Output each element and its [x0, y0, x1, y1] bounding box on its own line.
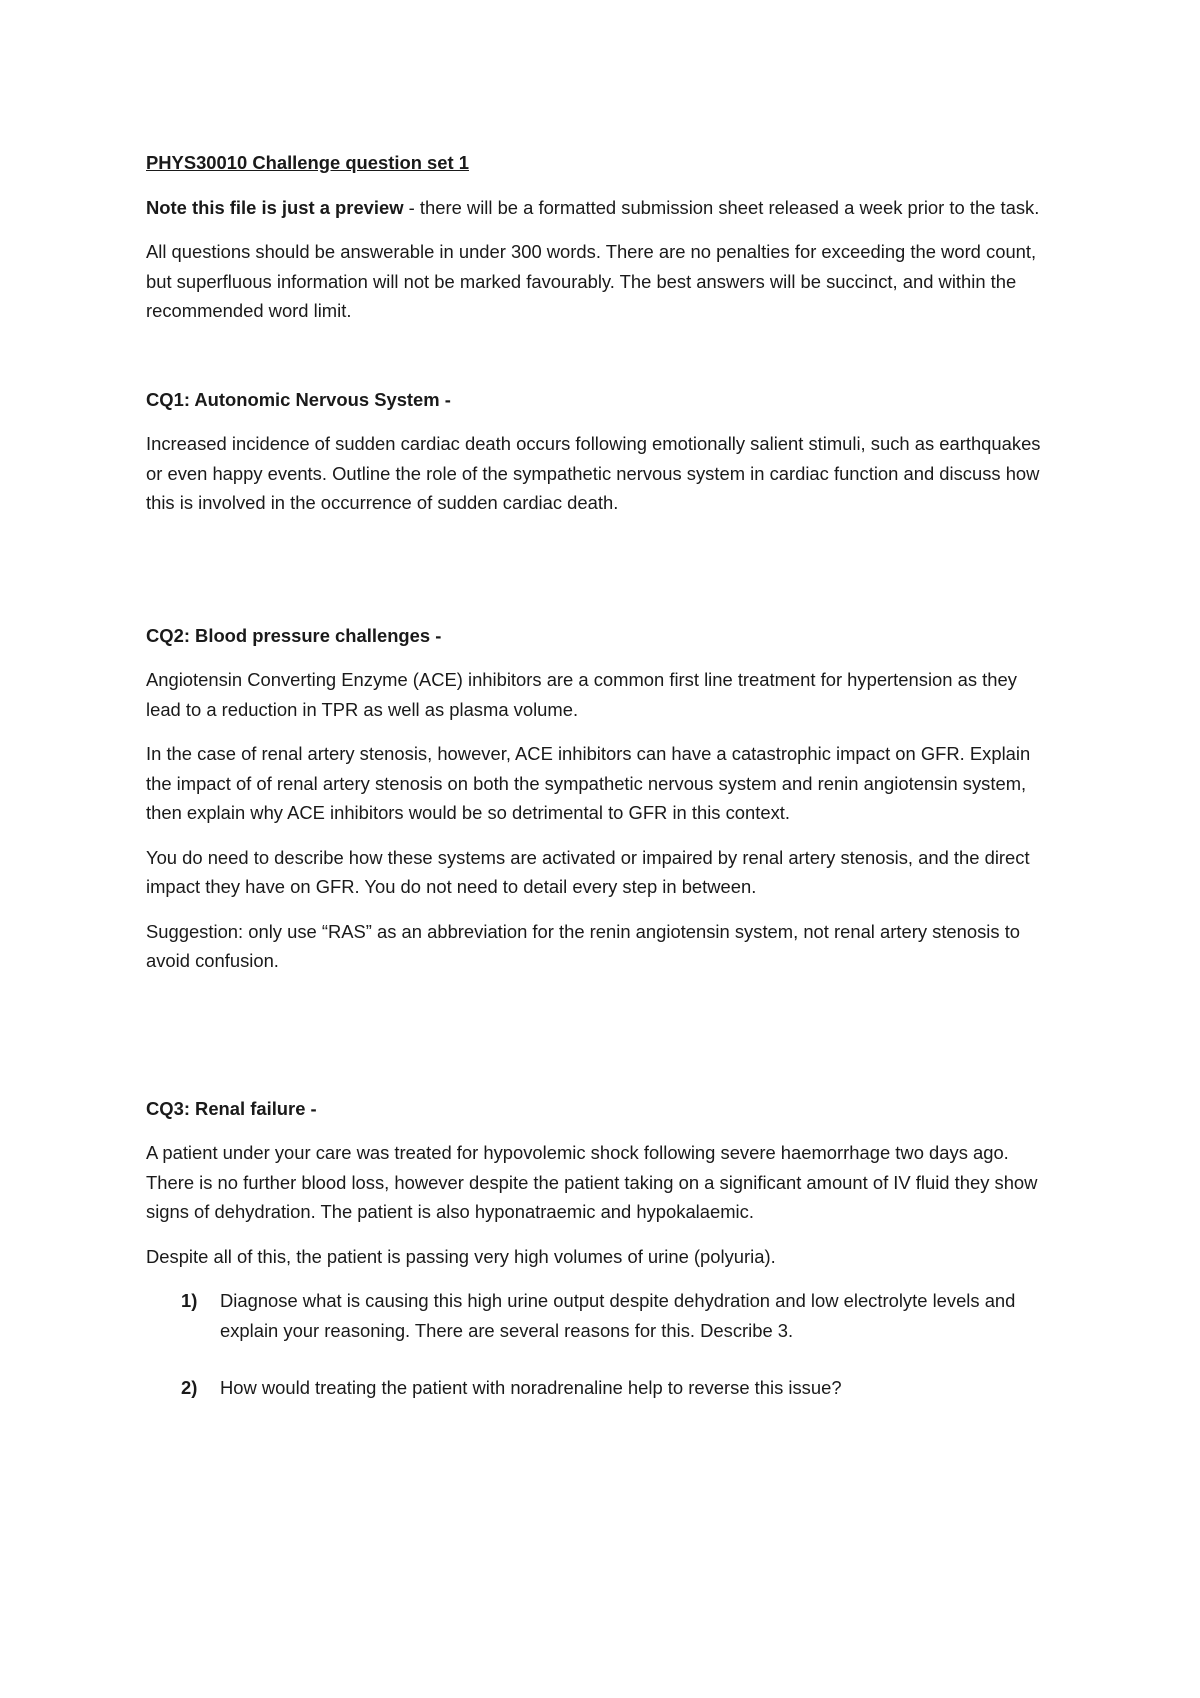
- cq2-paragraph-1: Angiotensin Converting Enzyme (ACE) inhibitors are a common first line treatment for hypertension as they lead to a reduction in TPR as well as plasma volume.: [146, 669, 1017, 720]
- cq1-body: Increased incidence of sudden cardiac death occurs following emotionally salient stimuli, such as earthquakes or even happy events. Outline the role of the sympathetic nervous system in cardiac function and discuss how this is involved in the occurrence of sudden cardiac death.: [146, 433, 1041, 513]
- cq2-paragraph-2: In the case of renal artery stenosis, however, ACE inhibitors can have a catastrophic impact on GFR. Explain the impact of of renal artery stenosis on both the sympathetic nervous system and renin angiotensin system, then explain why ACE inhibitors would be so detrimental to GFR in this context.: [146, 743, 1031, 823]
- document-title: PHYS30010 Challenge question set 1: [146, 152, 469, 173]
- preview-note-bold: Note this file is just a preview: [146, 196, 404, 218]
- cq3-paragraph-1: A patient under your care was treated for hypovolemic shock following severe haemorrhage two days ago. There is no further blood loss, however despite the patient taking on a significant amount of IV fluid they show signs of dehydration. The patient is also hyponatraemic and hypokalaemic.: [146, 1142, 1038, 1222]
- preview-note-rest: - there will be a formatted submission sheet released a week prior to the task.: [403, 196, 1040, 218]
- list-item-number: 2): [181, 1377, 198, 1398]
- cq1-heading: CQ1: Autonomic Nervous System -: [146, 388, 451, 410]
- list-item-text: Diagnose what is causing this high urine output despite dehydration and low electrolyte levels and explain your reasoning. There are several reasons for this. Describe 3.: [220, 1290, 1016, 1341]
- cq2-paragraph-3: You do need to describe how these systems are activated or impaired by renal artery stenosis, and the direct impact they have on GFR. You do not need to detail every step in between.: [146, 846, 1030, 897]
- intro-paragraph: All questions should be answerable in under 300 words. There are no penalties for exceeding the word count, but superfluous information will not be marked favourably. The best answers will be succinct, and within the recommended word limit.: [146, 241, 1037, 321]
- cq2-heading: CQ2: Blood pressure challenges -: [146, 624, 442, 646]
- cq3-question-list: [146, 1286, 1056, 1403]
- preview-note: [146, 193, 1056, 223]
- spacer: [146, 991, 1056, 1094]
- list-item-text: How would treating the patient with noradrenaline help to reverse this issue?: [220, 1377, 842, 1398]
- list-item-number: 1): [181, 1290, 198, 1311]
- list-item: [146, 1286, 1056, 1345]
- cq2-suggestion: Suggestion: only use “RAS” as an abbreviation for the renin angiotensin system, not renal artery stenosis to avoid confusion.: [146, 920, 1021, 971]
- cq3-paragraph-2: Despite all of this, the patient is passing very high volumes of urine (polyuria).: [146, 1245, 776, 1267]
- cq3-heading: CQ3: Renal failure -: [146, 1097, 317, 1119]
- list-item: [146, 1373, 1056, 1403]
- spacer: [146, 533, 1056, 621]
- spacer: [146, 341, 1056, 385]
- document-body: [146, 148, 1056, 1418]
